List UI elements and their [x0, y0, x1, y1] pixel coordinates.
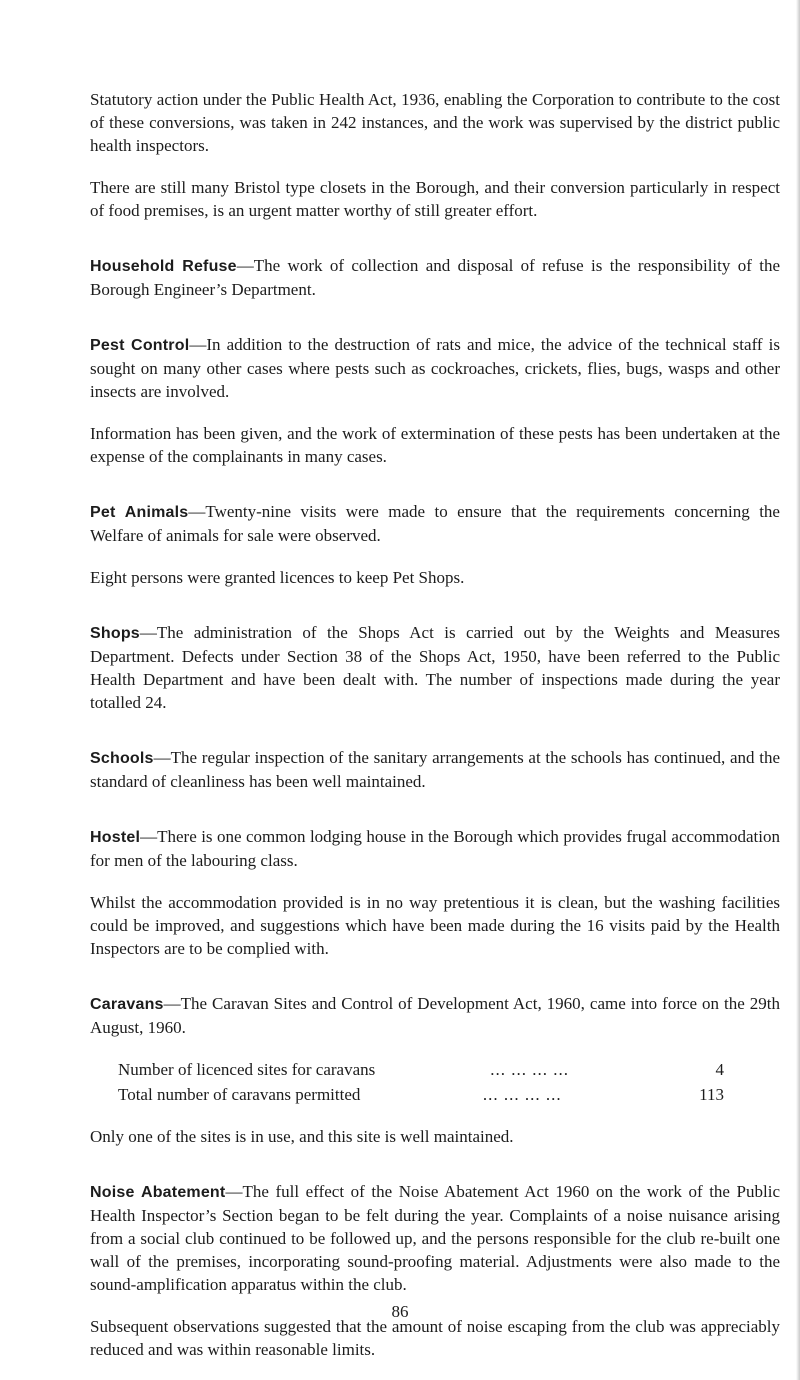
section-hostel	[90, 825, 780, 872]
paragraph-pet-shops: Eight persons were granted licences to keep Pet Shops.	[90, 568, 465, 587]
heading-shops: Shops	[90, 625, 140, 642]
heading-hostel: Hostel	[90, 829, 141, 846]
section-household-refuse	[90, 254, 780, 301]
stat-leader-dots: ... ... ... ...	[482, 1085, 562, 1104]
text-pest-control: —In addition to the destruction of rats and mice, the advice of the technical staff is sought on many other cases where pests such as cockroaches, crickets, flies, bugs, wasps and other insects are involved.	[90, 335, 780, 401]
text-schools: —The regular inspection of the sanitary arrangements at the schools has continued, and the standard of cleanliness has been well maintained.	[90, 748, 780, 791]
heading-schools: Schools	[90, 750, 154, 767]
heading-noise-abatement: Noise Abatement	[90, 1184, 226, 1201]
paragraph-caravan-sites: Only one of the sites is in use, and this site is well maintained.	[90, 1127, 514, 1146]
text-shops: —The administration of the Shops Act is carried out by the Weights and Measures Department. Defects under Section 38 of the Shops Act, 1950, have been referred to the Public Health Department and have been dealt with. The number of inspections made during the year totalled 24.	[90, 623, 780, 712]
stat-label: Total number of caravans permitted	[118, 1085, 361, 1104]
section-shops	[90, 621, 780, 714]
document-page	[90, 88, 780, 1361]
stat-value: 4	[715, 1060, 724, 1079]
paragraph-noise-observations: Subsequent observations suggested that the amount of noise escaping from the club was appreciably reduced and was within reasonable limits.	[90, 1317, 780, 1359]
caravan-stats-list	[90, 1057, 780, 1107]
stat-label: Number of licenced sites for caravans	[118, 1060, 376, 1079]
section-pet-animals	[90, 500, 780, 547]
page-edge-shadow	[796, 0, 800, 1380]
section-noise-abatement	[90, 1180, 780, 1296]
paragraph-conversions: Statutory action under the Public Health Act, 1936, enabling the Corporation to contribute to the cost of these conversions, was taken in 242 instances, and the work was supervised by the district public health inspectors.	[90, 90, 780, 155]
stat-value: 113	[699, 1085, 724, 1104]
heading-caravans: Caravans	[90, 996, 164, 1013]
stat-leader-dots: ... ... ... ...	[490, 1060, 569, 1079]
heading-household-refuse: Household Refuse	[90, 258, 237, 275]
section-schools	[90, 746, 780, 793]
text-caravans: —The Caravan Sites and Control of Development Act, 1960, came into force on the 29th August, 1960.	[90, 994, 780, 1037]
stat-row-licenced-sites	[118, 1057, 724, 1082]
paragraph-bristol-closets: There are still many Bristol type closets in the Borough, and their conversion particularly in respect of food premises, is an urgent matter worthy of still greater effort.	[90, 178, 780, 220]
page-number: 86	[391, 1302, 409, 1321]
text-hostel: —There is one common lodging house in the Borough which provides frugal accommodation for men of the labouring class.	[90, 827, 780, 870]
section-caravans	[90, 992, 780, 1039]
paragraph-hostel-facilities: Whilst the accommodation provided is in no way pretentious it is clean, but the washing facilities could be improved, and suggestions which have been made during the 16 visits paid by the Health Inspectors are to be complied with.	[90, 893, 780, 958]
text-household-refuse: —The work of collection and disposal of refuse is the responsibility of the Borough Engineer’s Department.	[90, 256, 780, 299]
stat-row-caravans-permitted	[118, 1082, 724, 1107]
paragraph-pest-information: Information has been given, and the work of extermination of these pests has been undertaken at the expense of the complainants in many cases.	[90, 424, 780, 466]
heading-pet-animals: Pet Animals	[90, 504, 189, 521]
section-pest-control	[90, 333, 780, 403]
heading-pest-control: Pest Control	[90, 337, 190, 354]
text-noise-abatement: —The full effect of the Noise Abatement Act 1960 on the work of the Public Health Inspector’s Section began to be felt during the year. Complaints of a noise nuisance arising from a social club continued to be followed up, and the persons responsible for the club re-built one wall of the premises, incorporating sound-proofing material. Adjustments were also made to the sound-amplification apparatus within the club.	[90, 1182, 781, 1294]
text-pet-animals: —Twenty-nine visits were made to ensure that the requirements concerning the Welfare of animals for sale were observed.	[90, 502, 780, 545]
